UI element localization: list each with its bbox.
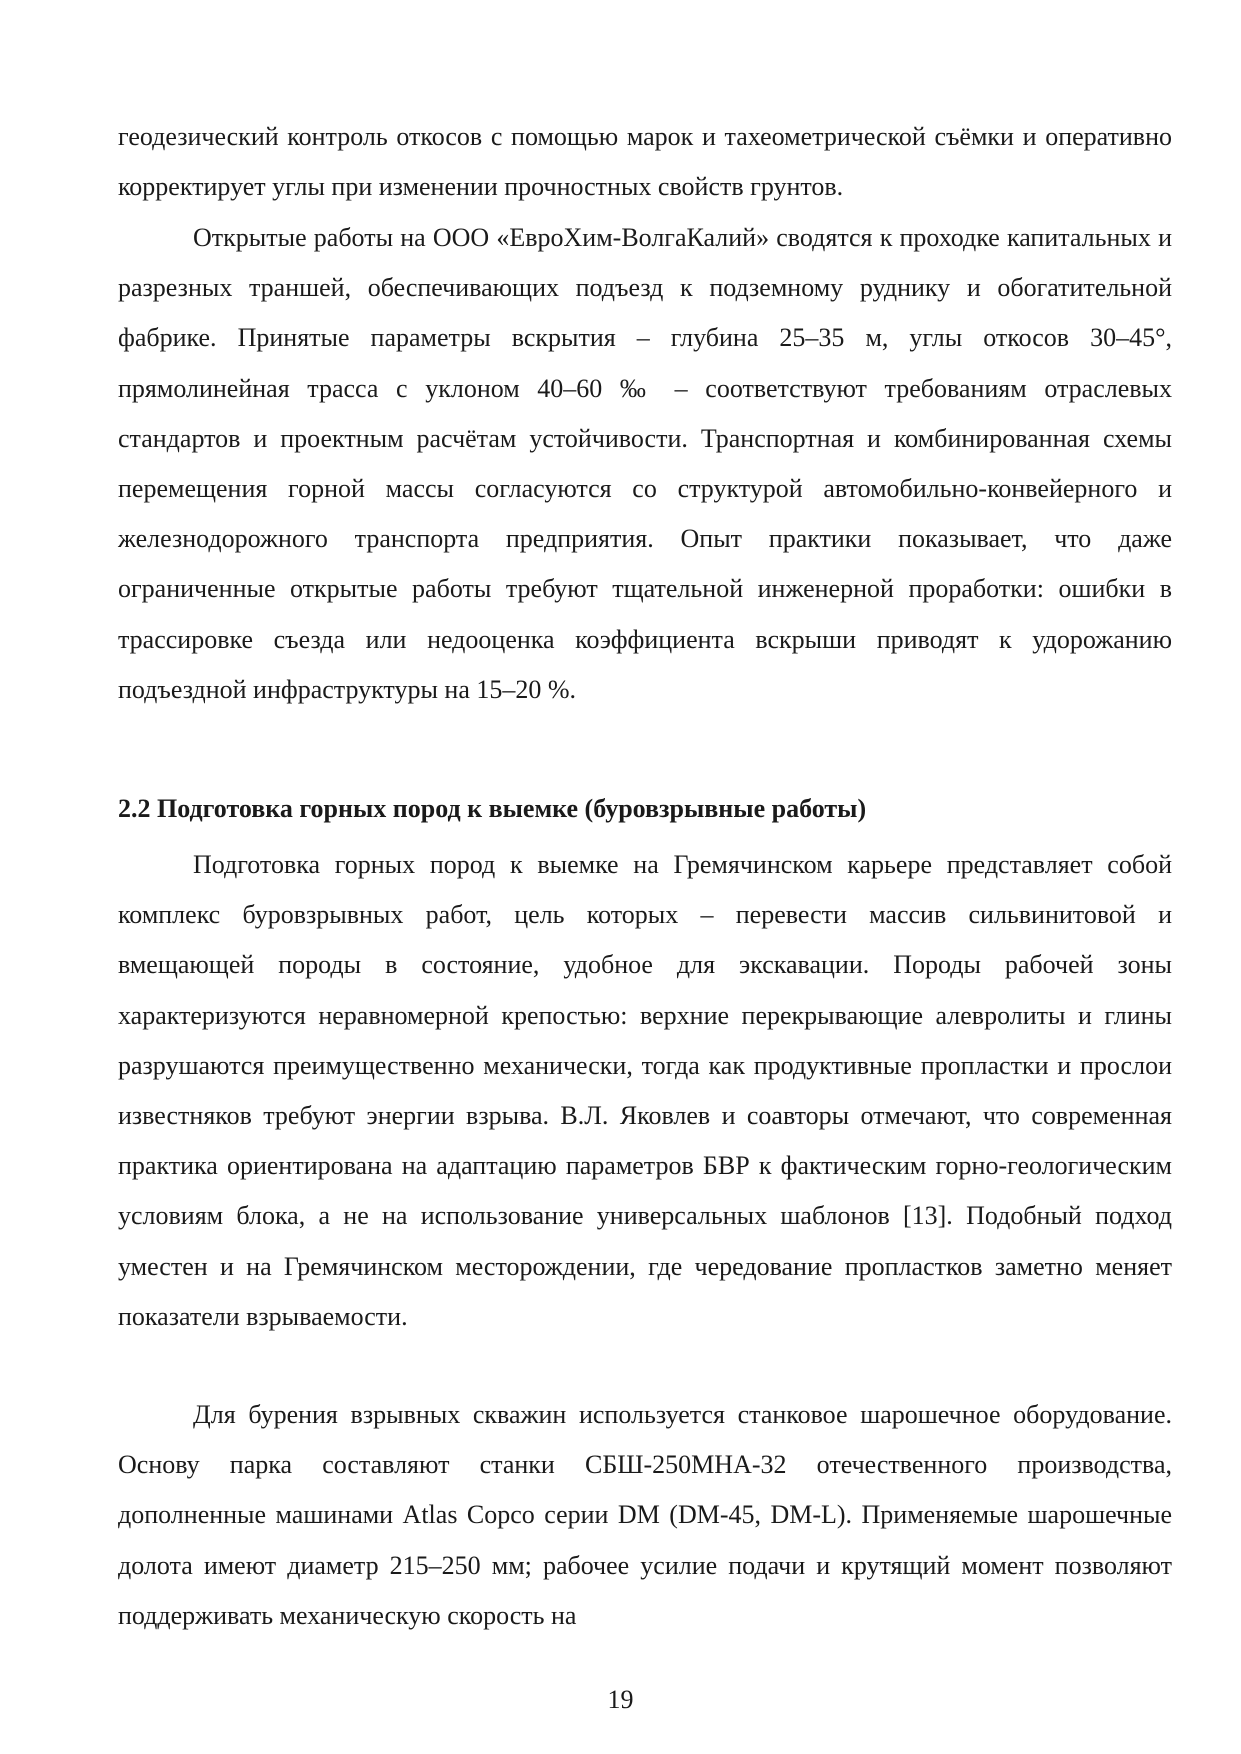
paragraph-open-works: Открытые работы на ООО «ЕвроХим-ВолгаКалий» сводятся к проходке капитальных и разрезных траншей, обеспечивающих подъезд к подземному руднику и обогатительной фабрике. Принятые параметры вскрытия – глубина 25–35 м, углы откосов 30–45°, прямолинейная трасса с уклоном 40–60 ‰ – соответствуют требованиям отраслевых стандартов и проектным расчётам устойчивости. Транспортная и комбинированная схемы перемещения горной массы согласуются со структурой автомобильно-конвейерного и железнодорожного транспорта предприятия. Опыт практики показывает, что даже ограниченные открытые работы требуют тщательной инженерной проработки: ошибки в трассировке съезда или недооценка коэффициента вскрыши приводят к удорожанию подъездной инфраструктуры на 15–20 %. xyxy=(118,223,1172,704)
paragraph-rock-preparation: Подготовка горных пород к выемке на Гремячинском карьере представляет собой комплекс буровзрывных работ, цель которых – перевести массив сильвинитовой и вмещающей породы в состояние, удобное для экскавации. Породы рабочей зоны характеризуются неравномерной крепостью: верхние перекрывающие алевролиты и глины разрушаются преимущественно механически, тогда как продуктивные пропластки и прослои известняков требуют энергии взрыва. В.Л. Яковлев и соавторы отмечают, что современная практика ориентирована на адаптацию параметров БВР к фактическим горно-геологическим условиям блока, а не на использование универсальных шаблонов [13]. Подобный подход уместен и на Гремячинском месторождении, где чередование пропластков заметно меняет показатели взрываемости. xyxy=(118,850,1172,1331)
page-number: 19 xyxy=(607,1685,634,1714)
paragraph-slope-control: геодезический контроль откосов с помощью марок и тахеометрической съёмки и оперативно корректирует углы при изменении прочностных свойств грунтов. xyxy=(118,122,1172,202)
paragraph-drilling-equipment: Для бурения взрывных скважин используется станковое шарошечное оборудование. Основу парка составляют станки СБШ-250МНА-32 отечественного производства, дополненные машинами Atlas Copco серии DM (DM-45, DM-L). Применяемые шарошечные долота имеют диаметр 215–250 мм; рабочее усилие подачи и крутящий момент позволяют поддерживать механическую скорость на xyxy=(118,1400,1172,1630)
section-heading: 2.2 Подготовка горных пород к выемке (буровзрывные работы) xyxy=(118,794,867,823)
